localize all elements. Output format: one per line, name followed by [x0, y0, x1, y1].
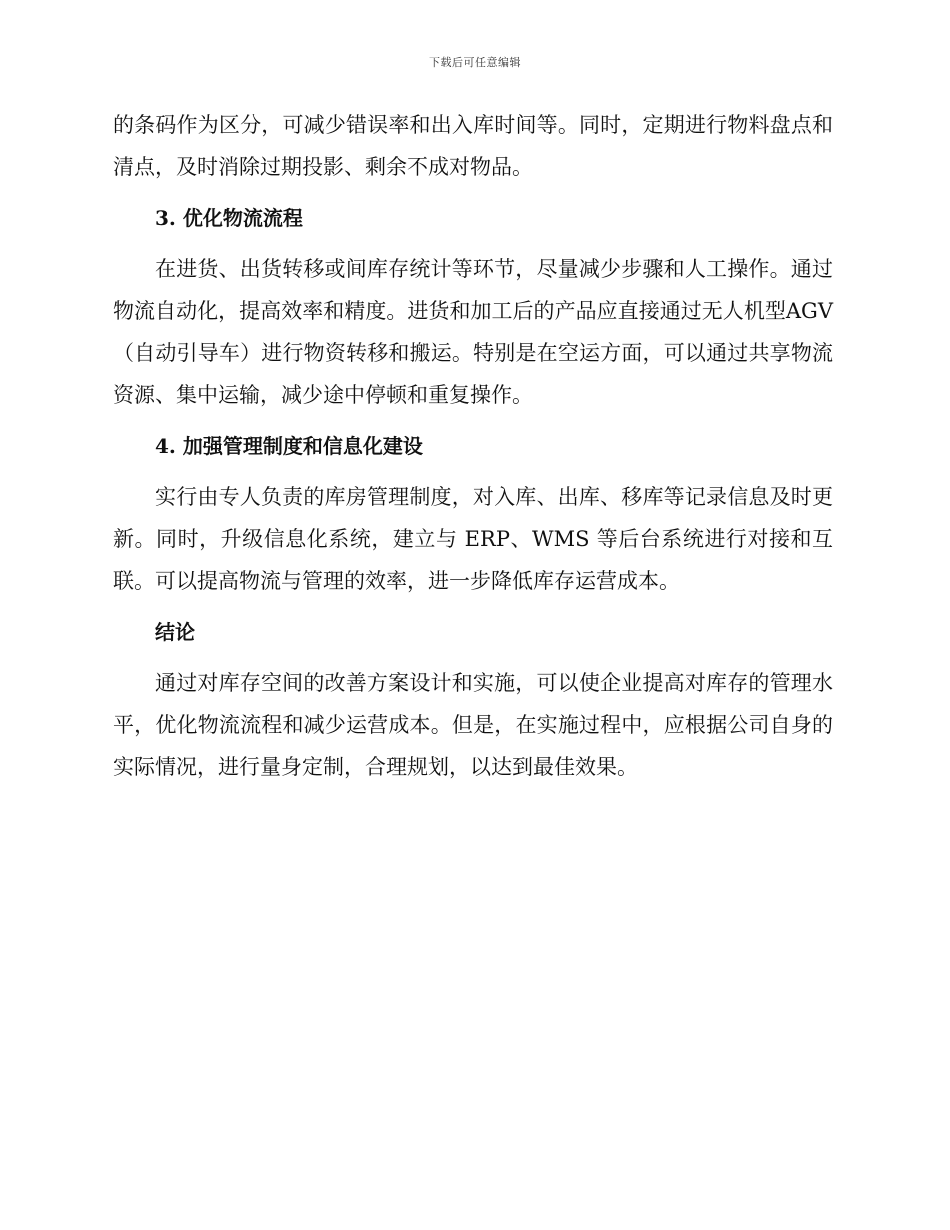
- section-heading: 3. 优化物流流程: [155, 206, 303, 230]
- section-heading: 4. 加强管理制度和信息化建设: [155, 434, 423, 458]
- body-paragraph: 的条码作为区分，可减少错误率和出入库时间等。同时，定期进行物料盘点和清点，及时消除过期投影、剩余不成对物品。: [113, 113, 833, 179]
- conclusion-paragraph: 通过对库存空间的改善方案设计和实施，可以使企业提高对库存的管理水平，优化物流流程和减少运营成本。但是，在实施过程中，应根据公司自身的实际情况，进行量身定制，合理规划，以达到最佳效果。: [113, 671, 833, 779]
- conclusion-heading: 结论: [155, 620, 195, 644]
- document-body: [113, 104, 833, 797]
- page-header: 下载后可任意编辑: [429, 56, 521, 69]
- body-paragraph: 在进货、出货转移或间库存统计等环节，尽量减少步骤和人工操作。通过物流自动化，提高效率和精度。进货和加工后的产品应直接通过无人机型AGV（自动引导车）进行物资转移和搬运。特别是在空运方面，可以通过共享物流资源、集中运输，减少途中停顿和重复操作。: [113, 257, 833, 407]
- body-paragraph: 实行由专人负责的库房管理制度，对入库、出库、移库等记录信息及时更新。同时，升级信息化系统，建立与 ERP、WMS 等后台系统进行对接和互联。可以提高物流与管理的效率，进一步降低库存运营成本。: [113, 485, 833, 593]
